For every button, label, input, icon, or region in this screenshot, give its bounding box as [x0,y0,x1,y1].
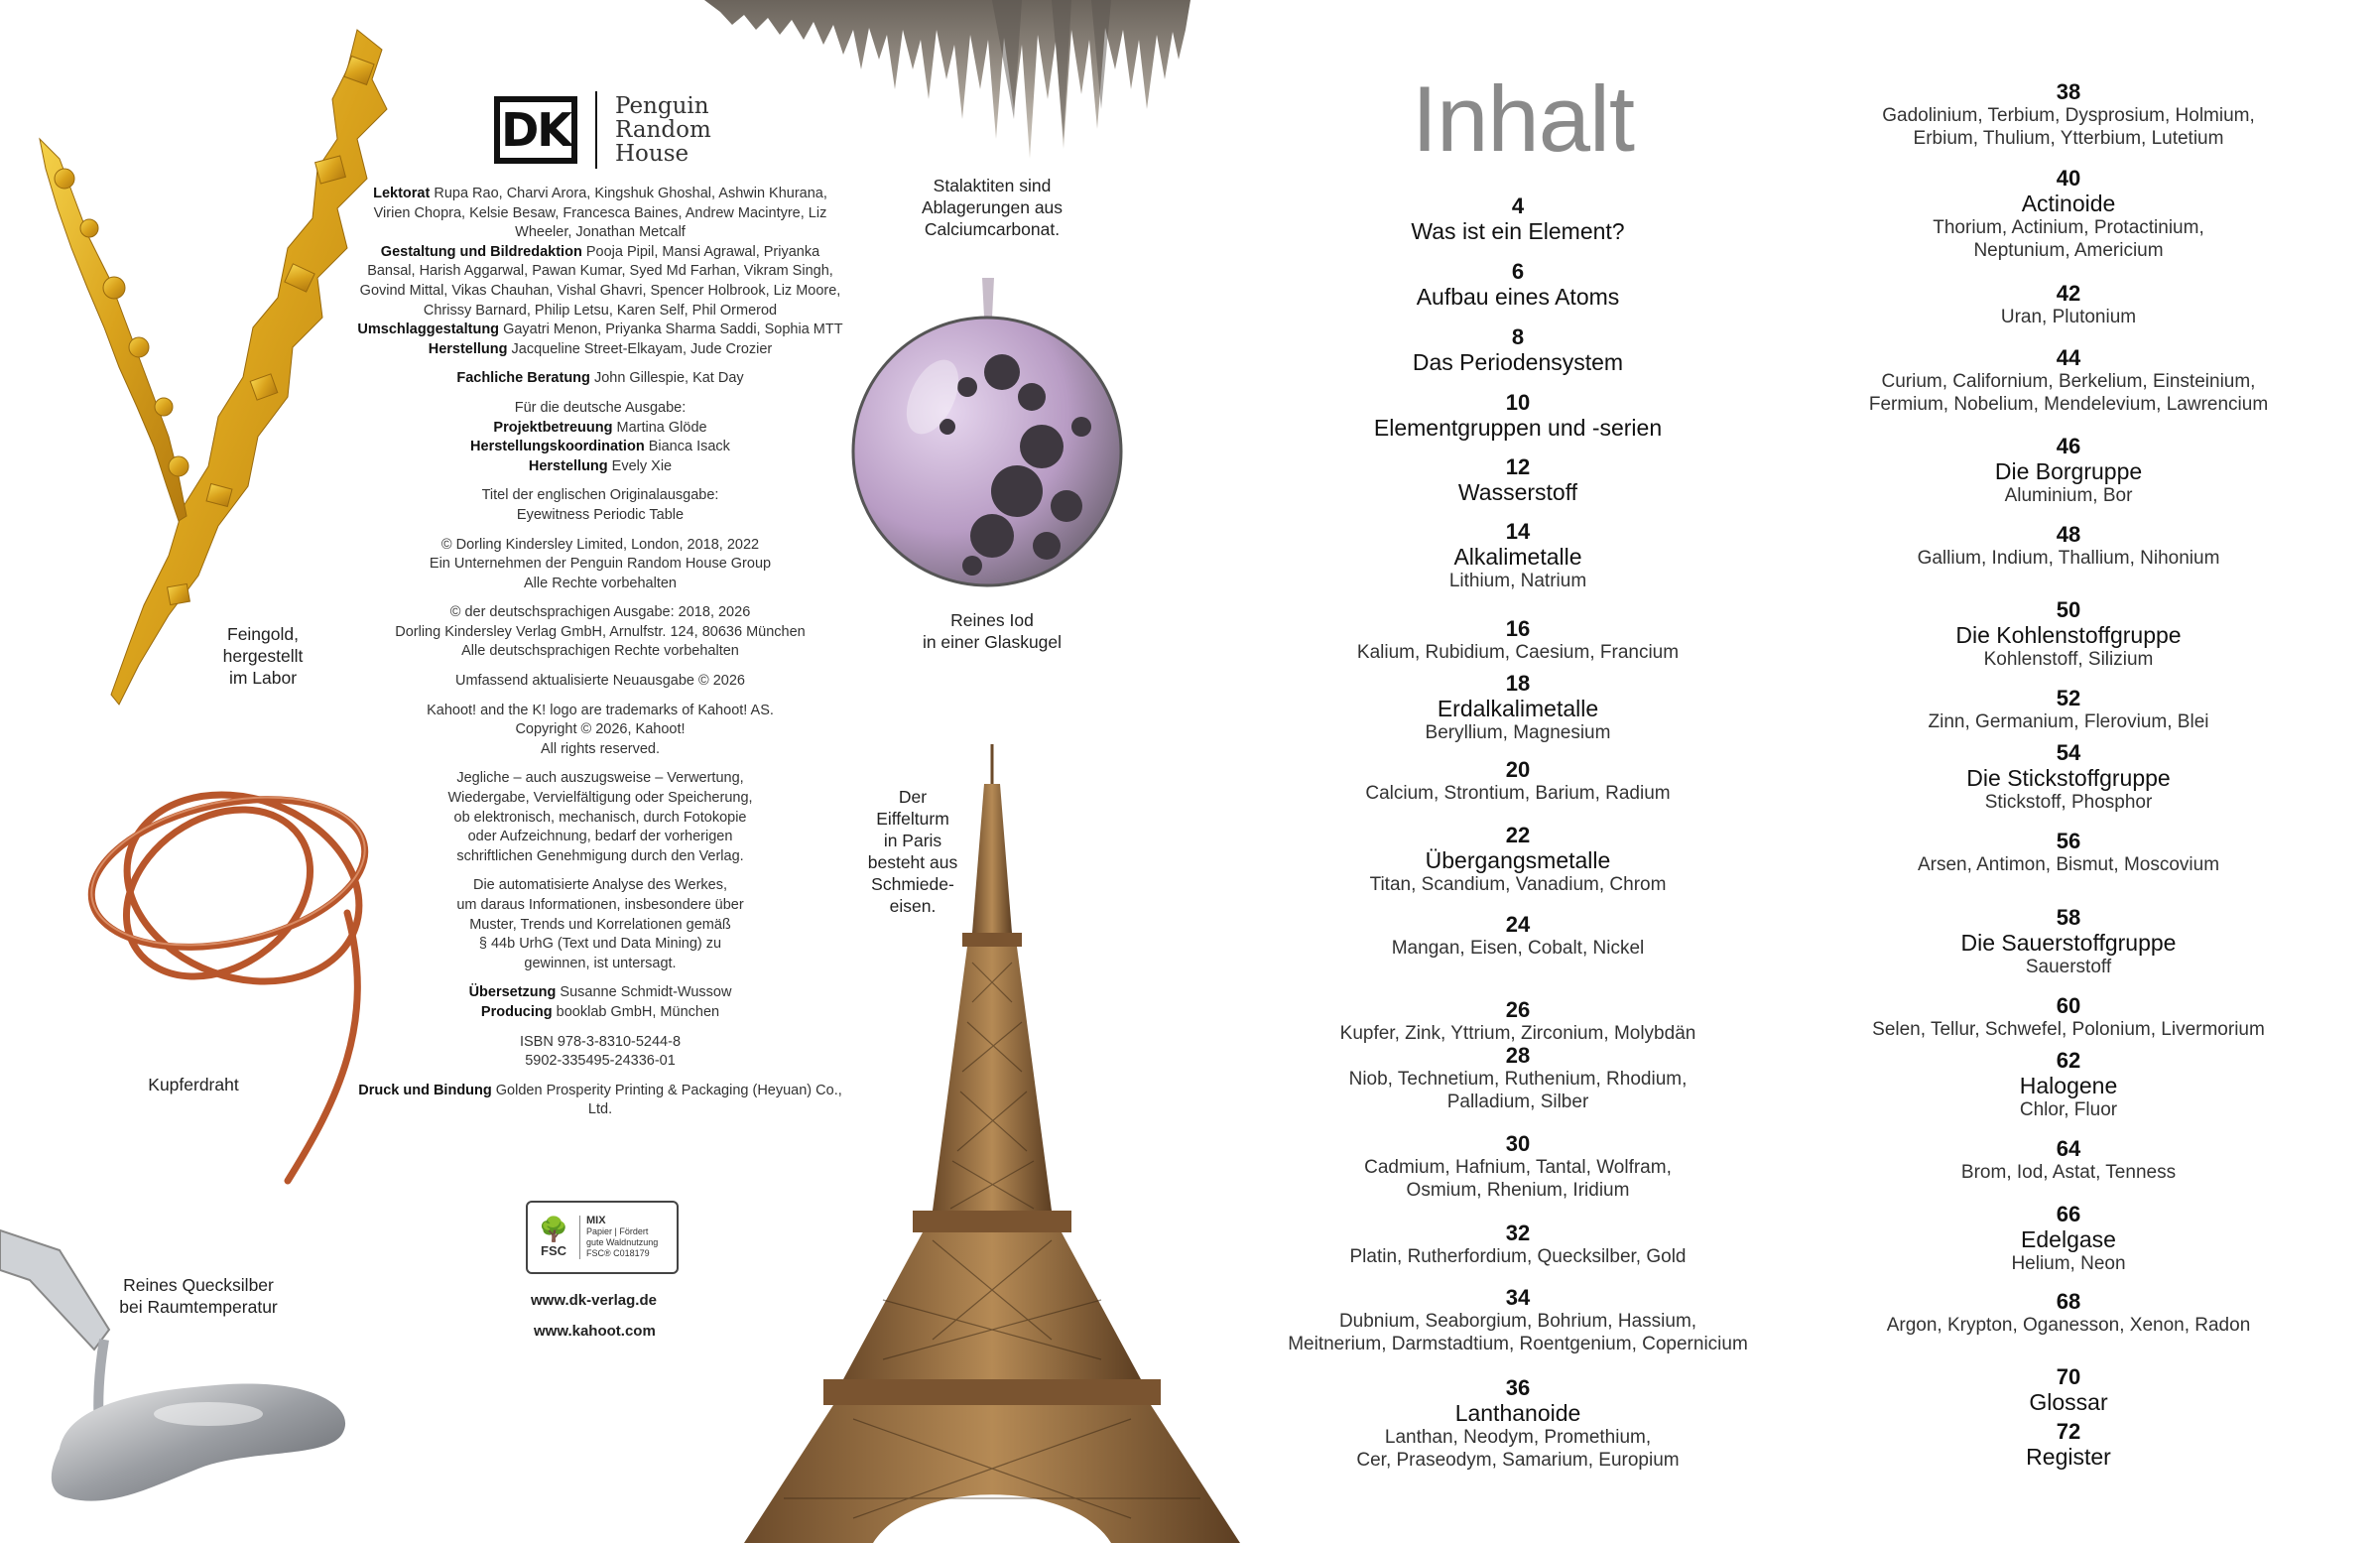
caption-line: Kupferdraht [148,1075,239,1094]
toc-entry[interactable] [1796,687,2341,733]
credit-names: Rupa Rao, Charvi Arora, Kingshuk Ghoshal, Ashwin Khurana, Virien Chopra, Kelsie Besaw, Francesca Baines, Andrew Macintyre, Liz Wheeler, Jonathan Metcalf [373,186,827,241]
credit-label: Herstellung [428,340,508,357]
toc-entry[interactable] [1240,325,1796,375]
fsc-line: Papier | Fördert [586,1226,649,1236]
toc-page-number: 70 [2056,1364,2081,1389]
toc-subtitle: Palladium, Silber [1446,1092,1589,1112]
toc-page-number: 10 [1505,390,1531,415]
copyright-de [357,603,843,662]
toc-page-number: 52 [2056,686,2081,710]
toc-page-number: 72 [2056,1419,2081,1444]
gold-crystal-image [20,20,397,714]
dk-website-link[interactable]: www.dk-verlag.de [531,1292,657,1309]
toc-subtitle: Kalium, Rubidium, Caesium, Francium [1356,642,1680,663]
caption-line: im Labor [228,668,298,688]
fsc-text [579,1216,658,1259]
contents-heading: Inhalt [1412,66,1634,171]
toc-entry[interactable] [1240,260,1796,310]
toc-entry[interactable] [1240,391,1796,441]
toc-page-number: 42 [2056,281,2081,306]
toc-subtitle: Selen, Tellur, Schwefel, Polonium, Livermorium [1872,1019,2265,1040]
toc-title: Die Stickstoffgruppe [1966,765,2171,791]
contents-right-column [1796,0,2341,1543]
credit-label: Herstellungskoordination [470,439,645,455]
toc-title: Das Periodensystem [1412,349,1624,375]
toc-entry[interactable] [1240,672,1796,744]
toc-subtitle: Osmium, Rhenium, Iridium [1406,1180,1630,1201]
german-edition-intro: Für die deutsche Ausgabe: [514,399,687,416]
toc-entry[interactable] [1796,282,2341,328]
fsc-mix: MIX [586,1215,606,1226]
toc-entry[interactable] [1796,1290,2341,1337]
toc-page-number: 62 [2056,1048,2081,1073]
fsc-mark-text: FSC [541,1242,566,1258]
toc-title: Aufbau eines Atoms [1416,284,1620,310]
toc-page-number: 30 [1505,1131,1531,1156]
credit-label: Lektorat [373,186,431,201]
caption-line: Feingold, [227,624,299,644]
iodine-sphere-image [843,278,1131,605]
rights-notice [357,769,843,866]
toc-page-number: 68 [2056,1289,2081,1314]
text-line: Alle deutschsprachigen Rechte vorbehalten [461,643,739,660]
credit-names: Susanne Schmidt-Wussow [560,984,732,1001]
toc-page-number: 38 [2056,79,2081,104]
text-line: Dorling Kindersley Verlag GmbH, Arnulfstr. 124, 80636 München [395,623,806,640]
caption-line: Reines Quecksilber [123,1275,274,1295]
toc-title: Register [2026,1444,2111,1470]
text-line: Ein Unternehmen der Penguin Random House Group [429,556,772,573]
toc-entry[interactable] [1796,1049,2341,1121]
copyright-uk [357,536,843,594]
text-line: © Dorling Kindersley Limited, London, 2018, 2022 [440,536,760,553]
toc-subtitle: Dubnium, Seaborgium, Bohrium, Hassium, [1338,1311,1697,1332]
text-line: Muster, Trends und Korrelationen gemäß [469,916,731,933]
toc-page-number: 56 [2056,829,2081,853]
stalactite-caption [898,175,1086,240]
imprint-block [357,185,843,1130]
toc-title: Wasserstoff [1457,479,1578,505]
toc-entry[interactable] [1240,455,1796,505]
toc-page-number: 60 [2056,993,2081,1018]
credits-printing [357,1082,843,1120]
credit-names: booklab GmbH, München [556,1003,720,1020]
fsc-tree-icon: 🌳 FSC [528,1218,579,1258]
toc-subtitle: Beryllium, Magnesium [1425,722,1611,743]
toc-subtitle: Stickstoff, Phosphor [1984,792,2153,813]
toc-title: Die Kohlenstoffgruppe [1955,622,2182,648]
credit-names: Evely Xie [611,457,673,474]
toc-page-number: 44 [2056,345,2081,370]
toc-subtitle: Kohlenstoff, Silizium [1983,649,2154,670]
credit-label: Fachliche Beratung [456,370,590,387]
toc-page-number: 48 [2056,522,2081,547]
toc-subtitle: Argon, Krypton, Oganesson, Xenon, Radon [1886,1315,2251,1336]
caption-line: Calciumcarbonat. [924,219,1061,239]
credits-german-edition [357,399,843,476]
credit-label: Projektbetreuung [493,419,613,436]
toc-page-number: 14 [1505,519,1531,544]
text-line: Titel der englischen Originalausgabe: [481,487,719,504]
toc-page-number: 26 [1505,997,1531,1022]
toc-page-number: 24 [1505,912,1531,937]
toc-entry[interactable] [1240,913,1796,960]
credit-names: Jacqueline Street-Elkayam, Jude Crozier [511,340,773,357]
toc-subtitle: Thorium, Actinium, Protactinium, [1933,217,2204,238]
toc-page-number: 4 [1511,193,1525,218]
toc-title: Die Sauerstoffgruppe [1960,930,2177,956]
toc-title: Alkalimetalle [1453,544,1582,570]
toc-subtitle: Titan, Scandium, Vanadium, Chrom [1369,874,1667,895]
kahoot-website-link[interactable]: www.kahoot.com [534,1323,656,1340]
toc-subtitle: Chlor, Fluor [2019,1099,2118,1120]
toc-entry[interactable] [1796,80,2341,150]
penguin-random-house-logo [615,94,711,166]
toc-subtitle: Helium, Neon [2011,1253,2126,1274]
toc-title: Übergangsmetalle [1425,847,1611,873]
text-line: um daraus Informationen, insbesondere über [456,897,744,913]
gold-caption [198,623,327,689]
toc-page-number: 6 [1511,259,1525,284]
toc-subtitle: Mangan, Eisen, Cobalt, Nickel [1391,938,1645,959]
toc-subtitle: Lanthan, Neodym, Promethium, [1384,1427,1652,1448]
toc-title: Edelgase [2021,1226,2116,1252]
toc-title: Erdalkalimetalle [1437,696,1599,721]
eiffel-caption [853,786,972,917]
toc-entry[interactable] [1240,1286,1796,1355]
text-line: Die automatisierte Analyse des Werkes, [472,877,727,894]
text-line: Wiedergabe, Vervielfältigung oder Speicherung, [447,790,753,807]
caption-line: Der [898,787,928,807]
toc-entry[interactable] [1796,1203,2341,1275]
toc-entry[interactable] [1796,1137,2341,1184]
caption-line: Eiffelturm [876,809,949,829]
toc-subtitle: Cadmium, Hafnium, Tantal, Wolfram, [1364,1157,1672,1178]
caption-line: in einer Glaskugel [922,632,1063,652]
credits-translation [357,983,843,1022]
toc-page-number: 12 [1505,454,1531,479]
credit-label: Producing [480,1003,553,1020]
toc-entry[interactable] [1796,994,2341,1041]
toc-entry[interactable] [1240,1222,1796,1268]
toc-entry[interactable] [1796,598,2341,671]
toc-entry[interactable] [1240,1044,1796,1113]
toc-entry[interactable] [1240,758,1796,805]
toc-title: Actinoide [2021,191,2116,216]
toc-page-number: 28 [1505,1043,1531,1068]
credits-editorial [357,185,843,359]
toc-subtitle: Meitnerium, Darmstadtium, Roentgenium, Copernicium [1288,1334,1748,1354]
credit-names: Bianca Isack [648,439,730,455]
isbn-block [357,1033,843,1072]
toc-entry[interactable] [1796,906,2341,978]
text-line: ob elektronisch, mechanisch, durch Fotokopie [453,809,747,826]
copper-caption [124,1074,263,1095]
isbn: ISBN 978-3-8310-5244-8 [519,1033,682,1050]
toc-page-number: 18 [1505,671,1531,696]
text-line: oder Aufzeichnung, bedarf der vorherigen [467,829,733,845]
toc-page-number: 46 [2056,434,2081,458]
caption-line: Reines Iod [950,610,1034,630]
toc-entry[interactable] [1796,1365,2341,1415]
toc-entry[interactable] [1240,998,1796,1045]
toc-page-number: 36 [1505,1375,1531,1400]
credit-names: Golden Prosperity Printing & Packaging (Heyuan) Co., Ltd. [495,1082,842,1118]
toc-subtitle: Zinn, Germanium, Flerovium, Blei [1928,711,2209,732]
toc-title: Elementgruppen und -serien [1373,415,1663,441]
toc-page-number: 16 [1505,616,1531,641]
text-line: Eyewitness Periodic Table [516,506,685,523]
kahoot-notice [357,702,843,760]
credit-names: Martina Glöde [616,419,707,436]
toc-entry[interactable] [1796,167,2341,262]
caption-line: bei Raumtemperatur [119,1297,278,1317]
toc-page-number: 34 [1505,1285,1531,1310]
toc-entry[interactable] [1240,1132,1796,1202]
fsc-line: gute Waldnutzung [586,1237,659,1247]
edition-note [357,672,843,692]
toc-subtitle: Cer, Praseodym, Samarium, Europium [1356,1450,1680,1471]
contents-left-column [1240,0,1796,1543]
dk-logo: DK [494,96,577,164]
tdm-notice [357,876,843,973]
caption-line: in Paris [883,831,942,850]
credit-names: John Gillespie, Kat Day [593,370,744,387]
toc-subtitle: Sauerstoff [2025,957,2112,977]
caption-line: Ablagerungen aus [921,197,1064,217]
text-line: All rights reserved. [540,740,661,757]
prh-line: Penguin [615,93,709,119]
toc-subtitle: Erbium, Thulium, Ytterbium, Lutetium [1913,128,2224,149]
toc-subtitle: Gadolinium, Terbium, Dysprosium, Holmium, [1882,105,2255,126]
toc-page-number: 58 [2056,905,2081,930]
toc-entry[interactable] [1240,520,1796,592]
toc-subtitle: Curium, Californium, Berkelium, Einsteinium, [1881,371,2256,392]
text-line: © der deutschsprachigen Ausgabe: 2018, 2026 [449,604,751,621]
toc-page-number: 22 [1505,823,1531,847]
prh-line: Random [615,117,711,143]
toc-entry[interactable] [1240,824,1796,896]
toc-page-number: 54 [2056,740,2081,765]
original-title [357,486,843,525]
text-line: Kahoot! and the K! logo are trademarks of Kahoot! AS. [427,702,774,718]
toc-page-number: 50 [2056,597,2081,622]
toc-page-number: 64 [2056,1136,2081,1161]
ean: 5902-335495-24336-01 [525,1053,676,1070]
credit-label: Druck und Bindung [358,1082,492,1098]
toc-entry[interactable] [1796,741,2341,814]
toc-subtitle: Aluminium, Bor [2004,485,2133,506]
credit-label: Gestaltung und Bildredaktion [380,243,582,260]
stalactites-image [694,0,1210,169]
toc-page-number: 32 [1505,1221,1531,1245]
mercury-caption [99,1274,298,1318]
toc-subtitle: Brom, Iod, Astat, Tenness [1960,1162,2177,1183]
toc-page-number: 66 [2056,1202,2081,1226]
text-line: Copyright © 2026, Kahoot! [515,721,686,738]
toc-entry[interactable] [1796,435,2341,507]
toc-entry[interactable] [1240,194,1796,244]
text-line: gewinnen, ist untersagt. [524,955,677,971]
toc-entry[interactable] [1240,617,1796,664]
iodine-caption [903,609,1081,653]
credit-label: Herstellung [528,457,608,474]
toc-subtitle: Lithium, Natrium [1448,571,1587,591]
text-line: Jegliche – auch auszugsweise – Verwertung, [456,770,744,787]
caption-line: besteht aus [867,852,958,872]
toc-entry[interactable] [1796,830,2341,876]
toc-subtitle: Calcium, Strontium, Barium, Radium [1365,783,1671,804]
toc-subtitle: Uran, Plutonium [2000,307,2137,327]
credit-label: Umschlaggestaltung [357,321,500,338]
mercury-image [0,1211,367,1518]
caption-line: eisen. [889,896,937,916]
text-line: Umfassend aktualisierte Neuausgabe © 2026 [455,673,745,690]
fsc-line: FSC® C018179 [586,1248,650,1258]
toc-entry[interactable] [1796,346,2341,416]
text-line: schriftlichen Genehmigung durch den Verlag. [456,847,744,864]
toc-title: Die Borgruppe [1994,458,2143,484]
toc-title: Glossar [2029,1389,2108,1415]
toc-title: Lanthanoide [1454,1400,1581,1426]
toc-title: Halogene [2019,1073,2118,1098]
caption-line: hergestellt [222,646,304,666]
toc-entry[interactable] [1796,523,2341,570]
fsc-label [526,1201,679,1274]
caption-line: Schmiede- [871,874,954,894]
text-line: § 44b UrhG (Text und Data Mining) zu [478,936,722,953]
toc-page-number: 8 [1511,324,1525,349]
caption-line: Stalaktiten sind [933,176,1052,195]
toc-page-number: 40 [2056,166,2081,191]
prh-line: House [615,141,689,167]
toc-subtitle: Arsen, Antimon, Bismut, Moscovium [1917,854,2220,875]
logo-divider [595,91,597,169]
toc-subtitle: Platin, Rutherfordium, Quecksilber, Gold [1349,1246,1687,1267]
toc-subtitle: Fermium, Nobelium, Mendelevium, Lawrencium [1868,394,2269,415]
toc-entry[interactable] [1240,1376,1796,1472]
text-line: Alle Rechte vorbehalten [524,575,677,591]
toc-subtitle: Gallium, Indium, Thallium, Nihonium [1917,548,2220,569]
credit-names: Gayatri Menon, Priyanka Sharma Saddi, Sophia MTT [503,321,843,338]
toc-entry[interactable] [1796,1420,2341,1470]
publisher-logo [494,91,711,169]
toc-subtitle: Niob, Technetium, Ruthenium, Rhodium, [1348,1069,1688,1090]
toc-subtitle: Kupfer, Zink, Yttrium, Zirconium, Molybdän [1339,1023,1696,1044]
credit-label: Übersetzung [468,984,557,1001]
toc-page-number: 20 [1505,757,1531,782]
toc-title: Was ist ein Element? [1411,218,1625,244]
toc-subtitle: Neptunium, Americium [1973,240,2164,261]
credit-names: Pooja Pipil, Mansi Agrawal, Priyanka Bansal, Harish Aggarwal, Pawan Kumar, Syed Md Farhan, Vikram Singh, Govind Mittal, Vikas Chauhan, Vishal Ghavri, Spencer Holbrook, Liz Moore, Chrissy Barnard, Philip Letsu, Karen Self, Phil Ormerod [359,243,841,319]
credits-consulting [357,369,843,389]
